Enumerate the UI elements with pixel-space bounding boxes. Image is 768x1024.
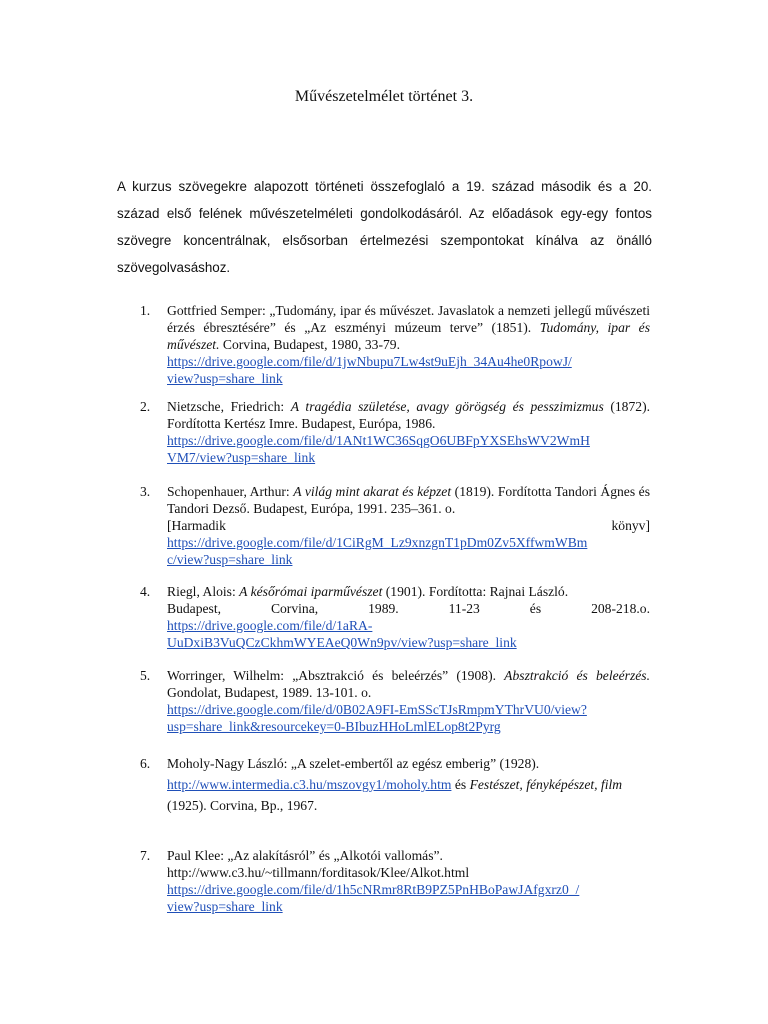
- item-text: Paul Klee: „Az alakításról” és „Alkotói vallomás”.: [167, 848, 443, 863]
- item-text: Moholy-Nagy László: „A szelet-embertől az egész emberig” (1928).: [167, 756, 540, 771]
- drive-link[interactable]: https://drive.google.com/file/d/1jwNbupu7Lw4st9uEjh_34Au4he0RpowJ/: [167, 354, 572, 369]
- item-text: Gondolat, Budapest, 1989. 13-101. o.: [167, 685, 372, 700]
- drive-link[interactable]: https://drive.google.com/file/d/1h5cNRmr8RtB9PZ5PnHBoPawJAfgxrz0_/: [167, 882, 580, 897]
- item-text: Riegl, Alois:: [167, 584, 236, 599]
- intermedia-link[interactable]: http://www.intermedia.c3.hu/mszovgy1/moholy.htm: [167, 777, 452, 792]
- document-title: Művészetelmélet történet 3.: [294, 88, 474, 105]
- item-text: Worringer, Wilhelm: „Absztrakció és beleérzés” (1908).: [167, 668, 496, 683]
- item-number: 6.: [140, 756, 151, 771]
- item-number: 5.: [140, 668, 151, 683]
- drive-link[interactable]: https://drive.google.com/file/d/1ANt1WC36SqgO6UBFpYXSEhsWV2WmH: [167, 433, 590, 448]
- item-number: 4.: [140, 584, 151, 599]
- item-text: Corvina, Budapest, 1980, 33-79.: [222, 337, 400, 352]
- item-text: Gottfried Semper: „Tudomány, ipar és művészet. Javaslatok a nemzeti jellegű művészeti érzés ébresztésére” és „Az eszményi múzeum terve” (1851).: [167, 303, 650, 335]
- item-number: 1.: [140, 303, 151, 318]
- item-text: (1925). Corvina, Bp., 1967.: [167, 798, 318, 813]
- drive-link-continued[interactable]: UuDxiB3VuQCzCkhmWYEAeQ0Wn9pv/view?usp=share_link: [167, 635, 517, 650]
- item-title-italic: A világ mint akarat és képzet: [293, 484, 452, 499]
- item-number: 3.: [140, 484, 151, 499]
- drive-link[interactable]: https://drive.google.com/file/d/1CiRgM_Lz9xnzgnT1pDm0Zv5XffwmWBm: [167, 535, 588, 550]
- drive-link[interactable]: https://drive.google.com/file/d/0B02A9FI-EmSScTJsRmpmYThrVU0/view?: [167, 702, 587, 717]
- item-text: Budapest, Corvina, 1989. 11-23 és 208-218.o.: [167, 601, 650, 616]
- drive-link-continued[interactable]: VM7/view?usp=share_link: [167, 450, 316, 465]
- item-title-italic: Festészet, fényképészet, film: [469, 777, 623, 792]
- item-text: (1819). Fordította Tandori Ágnes és Tandori Dezső. Budapest, Európa, 1991. 235–361. o.: [167, 484, 650, 516]
- drive-link-continued[interactable]: view?usp=share_link: [167, 371, 283, 386]
- list-item: [140, 483, 650, 568]
- item-title-italic: A későrómai iparművészet: [239, 584, 383, 599]
- item-title-italic: Absztrakció és beleérzés.: [504, 668, 650, 683]
- item-text: (1901). Fordította: Rajnai László.: [385, 584, 569, 599]
- drive-link[interactable]: https://drive.google.com/file/d/1aRA-: [167, 618, 373, 633]
- item-title-italic: Tudomány, ipar és művészet.: [167, 320, 650, 352]
- item-text: Schopenhauer, Arthur:: [167, 484, 290, 499]
- drive-link-continued[interactable]: c/view?usp=share_link: [167, 552, 293, 567]
- item-number: 7.: [140, 848, 151, 863]
- item-text: és: [454, 777, 467, 792]
- list-item: [140, 847, 650, 915]
- list-item: [140, 398, 650, 466]
- list-item: [140, 667, 650, 735]
- list-item: [140, 583, 650, 651]
- item-text: [Harmadik könyv]: [167, 518, 650, 533]
- drive-link-continued[interactable]: usp=share_link&resourcekey=0-BIbuzHHoLmlELop8t2Pyrg: [167, 719, 501, 734]
- intro-paragraph: A kurzus szövegekre alapozott történeti összefoglaló a 19. század második és a 20. század első felének művészetelméleti gondolkodásáról. Az előadások egy-egy fontos szövegre koncentrálnak, elsősorban értelmezési szempontokat kínálva az önálló szövegolvasáshoz.: [117, 179, 652, 275]
- drive-link-continued[interactable]: view?usp=share_link: [167, 899, 283, 914]
- item-text: (1872). Fordította Kertész Imre. Budapest, Európa, 1986.: [167, 399, 650, 431]
- list-item: [140, 302, 650, 387]
- item-title-italic: A tragédia születése, avagy görögség és pesszimizmus: [290, 399, 604, 414]
- list-item: [140, 753, 650, 816]
- c3-url-text: http://www.c3.hu/~tillmann/forditasok/Klee/Alkot.html: [167, 865, 470, 880]
- item-text: Nietzsche, Friedrich:: [167, 399, 285, 414]
- item-number: 2.: [140, 399, 151, 414]
